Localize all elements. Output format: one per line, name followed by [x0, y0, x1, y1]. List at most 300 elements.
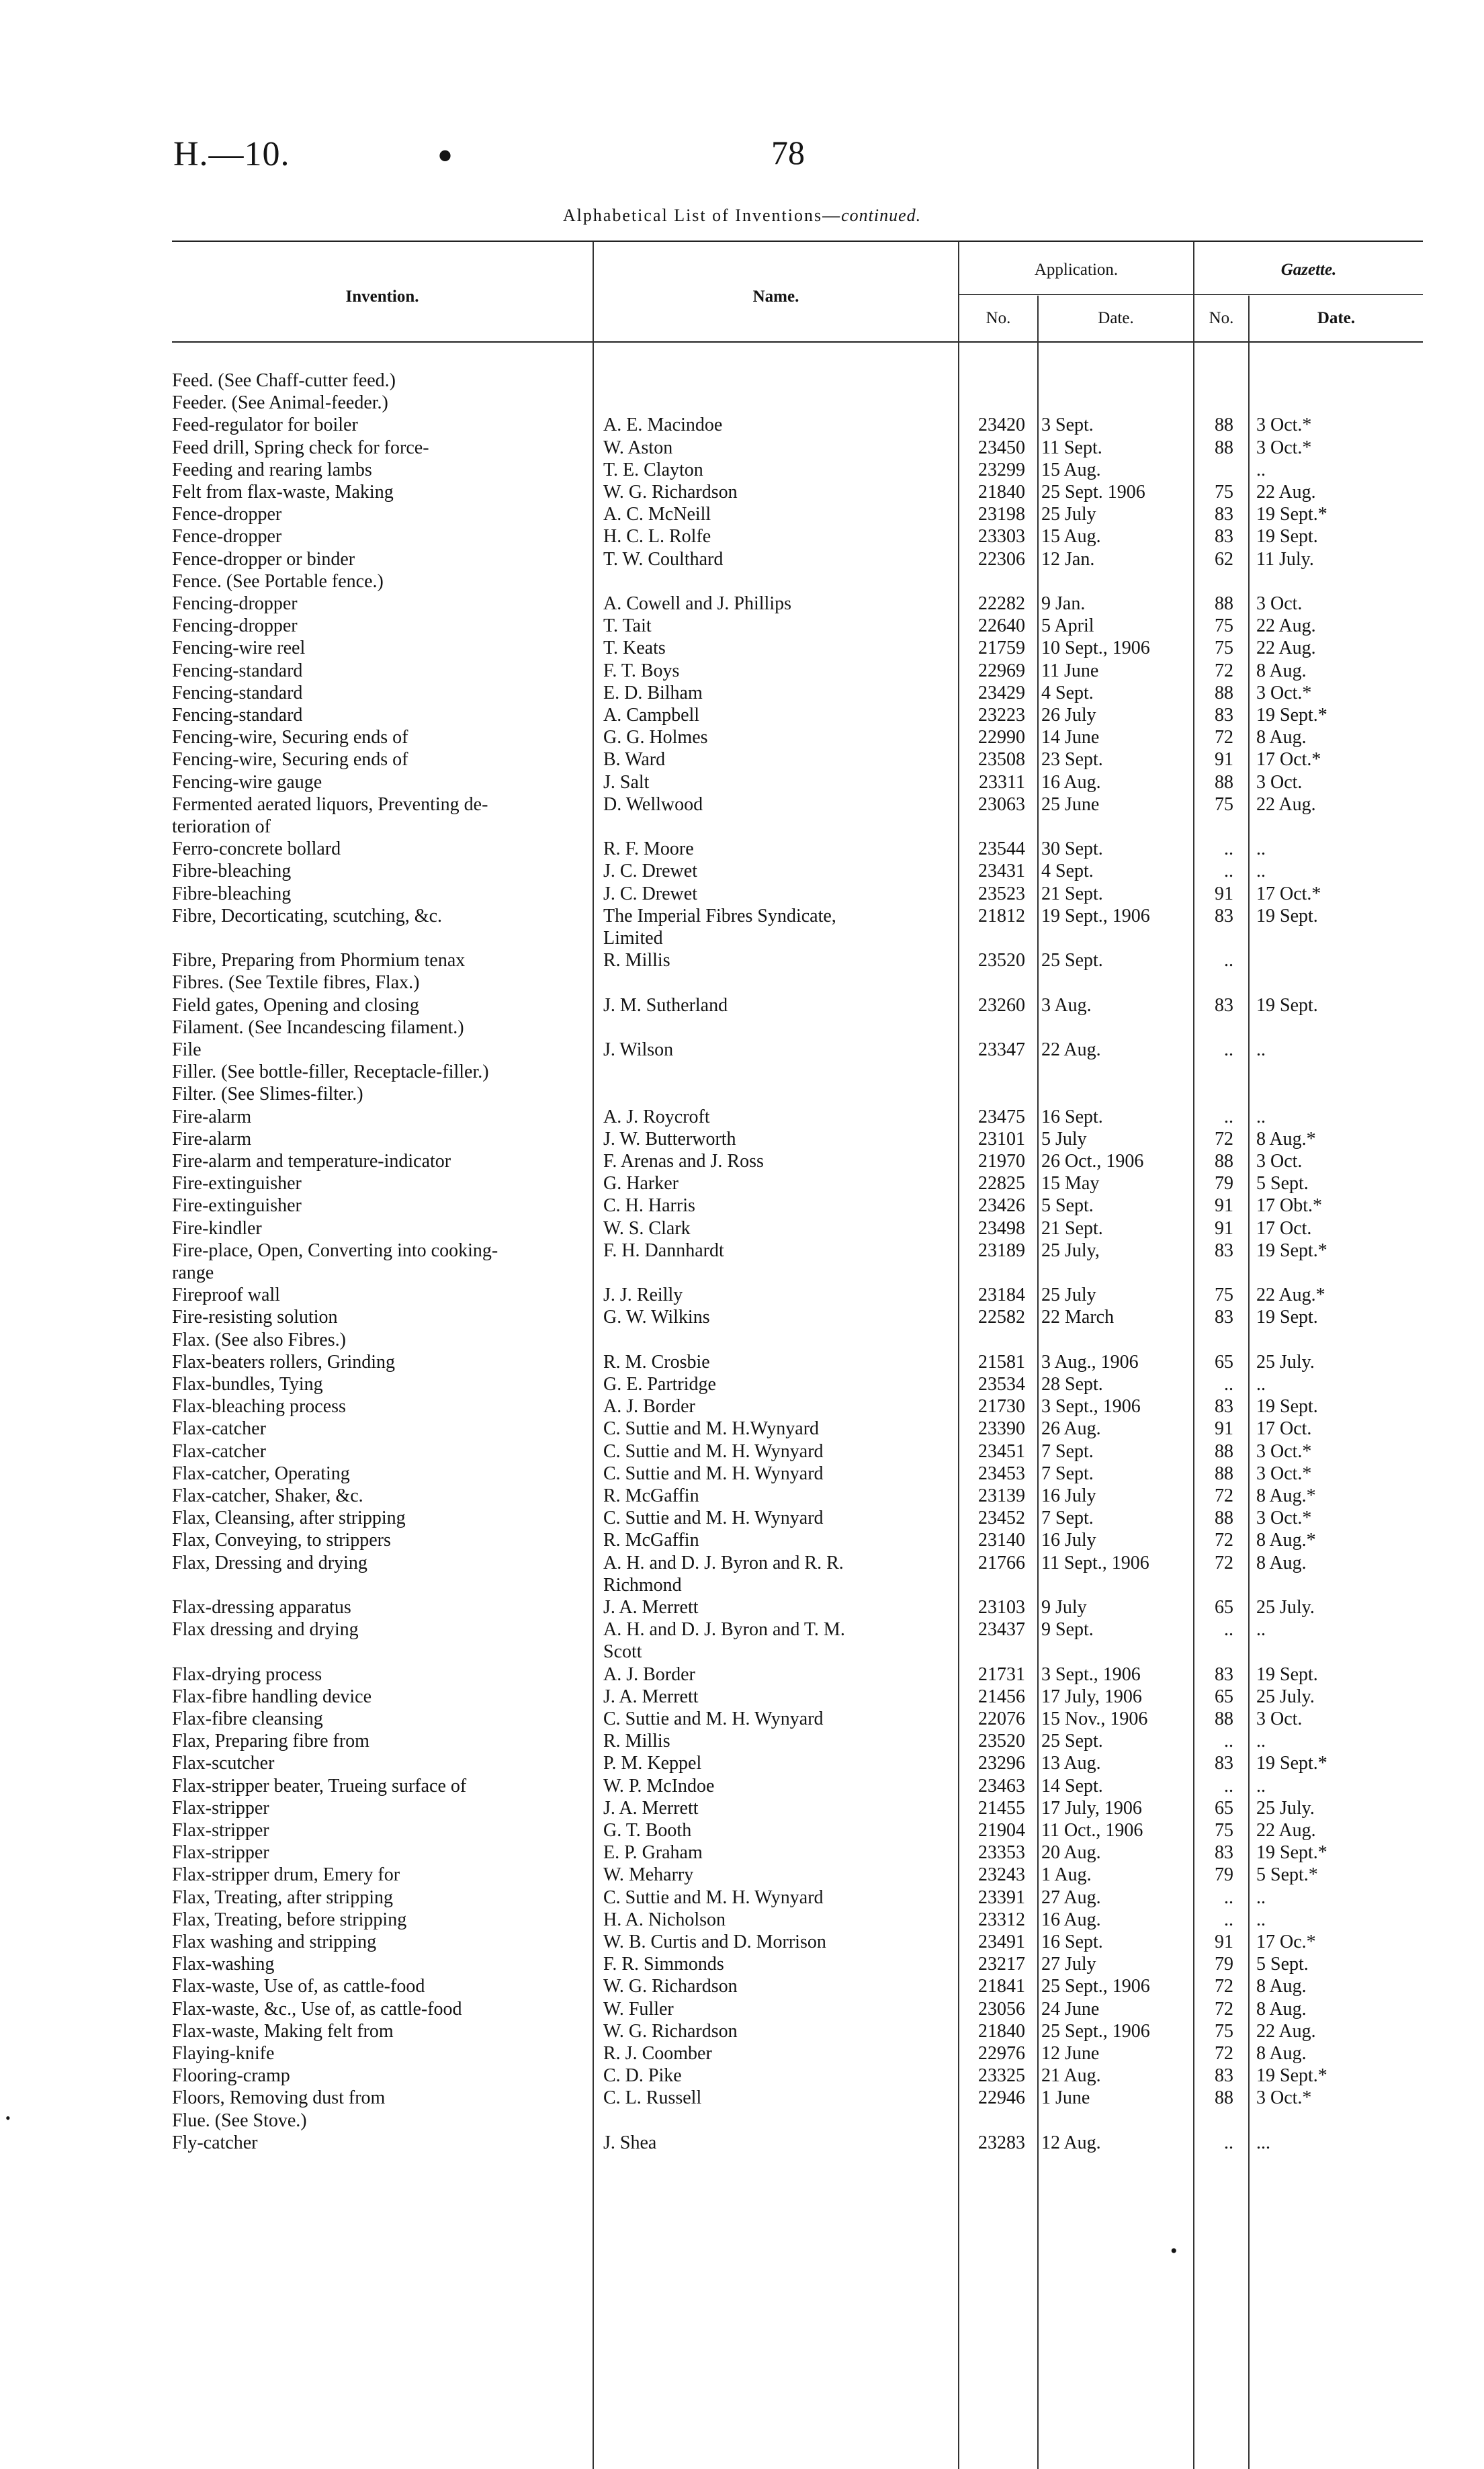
- table-row: [0, 771, 1484, 794]
- name-cell: G. T. Booth: [603, 1820, 692, 1841]
- invention-cell: Flax, Cleansing, after stripping: [172, 1508, 406, 1529]
- gazette-date-cell: 22 Aug.: [1256, 1820, 1316, 1841]
- application-no-cell: 23198: [978, 504, 1025, 525]
- name-cell: G. E. Partridge: [603, 1374, 716, 1395]
- name-cell: J. C. Drewet: [603, 861, 697, 882]
- application-no-cell: 22946: [978, 2087, 1025, 2109]
- invention-cell: Fencing-standard: [172, 682, 303, 703]
- gazette-date-cell: 3 Oct.*: [1256, 1463, 1312, 1484]
- gazette-no-cell: ..: [1224, 1887, 1233, 1908]
- invention-cell: Fence-dropper or binder: [172, 548, 355, 570]
- application-no-cell: 23420: [978, 415, 1025, 436]
- application-no-cell: 21840: [978, 482, 1025, 503]
- header-bottom-rule: [172, 341, 1423, 343]
- gazette-date-cell: ..: [1256, 1887, 1266, 1908]
- name-cell: J. J. Reilly: [603, 1285, 683, 1306]
- application-no-cell: 22976: [978, 2043, 1025, 2064]
- gazette-no-cell: 88: [1215, 415, 1233, 436]
- gazette-no-cell: 91: [1215, 883, 1233, 904]
- invention-cell: Fibre, Preparing from Phormium tenax: [172, 950, 466, 971]
- gazette-no-cell: ..: [1224, 1775, 1233, 1796]
- application-no-cell: 23189: [978, 1240, 1025, 1261]
- table-row: [0, 994, 1484, 1017]
- gazette-no-cell: 79: [1215, 1954, 1233, 1975]
- table-row: [0, 548, 1484, 571]
- table-row: [0, 1507, 1484, 1530]
- name-cell: H. A. Nicholson: [603, 1909, 726, 1930]
- gazette-date-cell: ..: [1256, 1731, 1266, 1752]
- table-row: [0, 1663, 1484, 1686]
- name-cell: C. Suttie and M. H. Wynyard: [603, 1887, 824, 1908]
- gazette-date-cell: 3 Oct.*: [1256, 1440, 1312, 1462]
- table-row: [0, 1016, 1484, 1039]
- invention-cell: Felt from flax-waste, Making: [172, 482, 394, 503]
- invention-cell: Flax-catcher, Shaker, &c.: [172, 1485, 363, 1506]
- application-no-cell: 21731: [978, 1663, 1025, 1685]
- name-cell: B. Ward: [603, 749, 666, 771]
- name-cell: Scott: [603, 1641, 642, 1663]
- application-date-cell: 9 Jan.: [1041, 593, 1086, 614]
- application-no-cell: 22640: [978, 615, 1025, 637]
- gazette-no-cell: 72: [1215, 1128, 1233, 1150]
- application-date-cell: 25 Sept. 1906: [1041, 482, 1145, 503]
- application-date-cell: 21 Aug.: [1041, 2065, 1101, 2087]
- gazette-date-cell: ..: [1256, 1374, 1266, 1395]
- gazette-date-cell: 3 Oct.: [1256, 1708, 1303, 1729]
- table-row: [0, 1128, 1484, 1151]
- gazette-no-cell: 83: [1215, 994, 1233, 1016]
- application-no-cell: 21970: [978, 1151, 1025, 1172]
- table-caption: [0, 206, 1484, 226]
- invention-cell: Fence. (See Portable fence.): [172, 570, 384, 592]
- gazette-no-cell: 88: [1215, 1463, 1233, 1484]
- gazette-date-cell: 19 Sept.: [1256, 994, 1318, 1016]
- application-date-cell: 1 June: [1041, 2087, 1090, 2109]
- invention-cell: Flax-waste, Making felt from: [172, 2020, 394, 2042]
- table-row: [0, 1106, 1484, 1129]
- application-date-cell: 17 July, 1906: [1041, 1797, 1142, 1819]
- col-header-gazette-no: No.: [1209, 309, 1234, 327]
- invention-cell: Flax-stripper drum, Emery for: [172, 1864, 400, 1886]
- application-date-cell: 9 Sept.: [1041, 1619, 1094, 1641]
- application-no-cell: 23056: [978, 1998, 1025, 2020]
- invention-cell: Flax-catcher: [172, 1418, 266, 1440]
- gazette-date-cell: 3 Oct.: [1256, 593, 1303, 614]
- application-no-cell: 23431: [978, 861, 1025, 882]
- table-row: [0, 1596, 1484, 1619]
- invention-cell: Feed-regulator for boiler: [172, 415, 358, 436]
- gazette-date-cell: 22 Aug.*: [1256, 1285, 1325, 1306]
- gazette-no-cell: ..: [1224, 838, 1233, 860]
- invention-cell: Fencing-dropper: [172, 615, 298, 637]
- caption-continued: continued.: [841, 206, 922, 225]
- name-cell: W. G. Richardson: [603, 482, 738, 503]
- application-no-cell: 23534: [978, 1374, 1025, 1395]
- gazette-date-cell: 17 Obt.*: [1256, 1195, 1322, 1217]
- name-cell: W. P. McIndoe: [603, 1775, 715, 1796]
- table-row: [0, 1083, 1484, 1106]
- name-cell: T. Keats: [603, 638, 666, 659]
- table-row: [0, 1752, 1484, 1775]
- application-date-cell: 16 Aug.: [1041, 771, 1101, 793]
- invention-cell: Field gates, Opening and closing: [172, 994, 419, 1016]
- table-row: [0, 1618, 1484, 1641]
- table-row: [0, 1708, 1484, 1731]
- invention-cell: File: [172, 1039, 202, 1060]
- invention-cell: Fencing-standard: [172, 705, 303, 726]
- table-row: [0, 1172, 1484, 1195]
- gazette-date-cell: 3 Oct.*: [1256, 682, 1312, 703]
- name-cell: Richmond: [603, 1574, 682, 1596]
- application-date-cell: 16 Sept.: [1041, 1932, 1103, 1952]
- gazette-no-cell: 72: [1215, 660, 1233, 681]
- application-no-cell: 23311: [979, 771, 1025, 793]
- gazette-date-cell: ..: [1256, 838, 1266, 860]
- application-no-cell: 22969: [978, 660, 1025, 681]
- application-date-cell: 12 Jan.: [1041, 548, 1095, 570]
- gazette-date-cell: 8 Aug.: [1256, 660, 1307, 681]
- application-no-cell: 23101: [978, 1128, 1025, 1150]
- application-date-cell: 15 Aug.: [1041, 526, 1101, 548]
- invention-cell: Filter. (See Slimes-filter.): [172, 1084, 363, 1105]
- application-no-cell: 23140: [978, 1530, 1025, 1551]
- table-row: [0, 1373, 1484, 1396]
- invention-cell: Flax, Treating, before stripping: [172, 1909, 407, 1930]
- application-date-cell: 7 Sept.: [1041, 1440, 1094, 1462]
- table-row: [0, 1819, 1484, 1842]
- table-row: [0, 414, 1484, 437]
- gazette-date-cell: ...: [1256, 2132, 1270, 2153]
- application-date-cell: 17 July, 1906: [1041, 1686, 1142, 1707]
- gazette-date-cell: 8 Aug.: [1256, 1998, 1307, 2020]
- invention-cell: Flax, Dressing and drying: [172, 1552, 367, 1573]
- application-date-cell: 21 Sept.: [1041, 1217, 1103, 1239]
- invention-cell: Feeding and rearing lambs: [172, 459, 372, 480]
- name-cell: A. J. Border: [603, 1396, 695, 1418]
- gazette-no-cell: 79: [1215, 1864, 1233, 1886]
- invention-cell: Filament. (See Incandescing filament.): [172, 1016, 464, 1038]
- invention-cell: Fence-dropper: [172, 526, 282, 548]
- gazette-date-cell: 5 Sept.: [1256, 1954, 1309, 1975]
- invention-cell: Flax-scutcher: [172, 1753, 275, 1774]
- table-row: [0, 481, 1484, 504]
- application-date-cell: 15 Nov., 1906: [1041, 1708, 1148, 1729]
- application-no-cell: 23347: [978, 1039, 1025, 1060]
- gazette-no-cell: 65: [1215, 1797, 1233, 1819]
- application-date-cell: 11 June: [1041, 660, 1099, 681]
- table-row: [0, 660, 1484, 683]
- gazette-no-cell: 88: [1215, 593, 1233, 614]
- report-reference: H.—10.: [173, 135, 290, 173]
- invention-cell: terioration of: [172, 816, 271, 837]
- caption-main: Alphabetical List of Inventions—: [562, 206, 842, 225]
- application-no-cell: 23223: [978, 705, 1025, 726]
- gazette-date-cell: ..: [1256, 1619, 1266, 1641]
- gazette-date-cell: ..: [1256, 459, 1266, 480]
- application-date-cell: 3 Sept., 1906: [1041, 1396, 1141, 1418]
- name-cell: R. McGaffin: [603, 1485, 699, 1506]
- gazette-date-cell: 3 Oct.*: [1256, 415, 1312, 436]
- gazette-date-cell: 22 Aug.: [1256, 793, 1316, 815]
- application-date-cell: 5 July: [1041, 1128, 1087, 1150]
- invention-cell: Flax-stripper beater, Trueing surface of: [172, 1775, 467, 1796]
- name-cell: C. Suttie and M. H. Wynyard: [603, 1440, 824, 1462]
- gazette-date-cell: 8 Aug.: [1256, 727, 1307, 748]
- application-no-cell: 21841: [978, 1976, 1025, 1997]
- gazette-date-cell: 25 July.: [1256, 1686, 1315, 1707]
- invention-cell: Flax, Conveying, to strippers: [172, 1530, 391, 1551]
- gazette-no-cell: 72: [1215, 1998, 1233, 2020]
- application-date-cell: 11 Sept.: [1041, 437, 1102, 458]
- invention-cell: Flax-catcher: [172, 1440, 266, 1462]
- name-cell: H. C. L. Rolfe: [603, 526, 711, 548]
- application-no-cell: 21766: [978, 1552, 1025, 1573]
- table-row: [0, 905, 1484, 928]
- invention-cell: Fire-resisting solution: [172, 1307, 338, 1328]
- name-cell: R. J. Coomber: [603, 2043, 712, 2064]
- gazette-no-cell: 75: [1215, 793, 1233, 815]
- gazette-no-cell: 83: [1215, 905, 1233, 926]
- name-cell: P. M. Keppel: [603, 1753, 702, 1774]
- col-header-invention: Invention.: [345, 288, 419, 306]
- invention-cell: Flax-catcher, Operating: [172, 1463, 350, 1484]
- application-no-cell: 23520: [978, 1731, 1025, 1752]
- table-row: [0, 1061, 1484, 1084]
- invention-cell: Flax-drying process: [172, 1663, 322, 1685]
- table-row: [0, 860, 1484, 883]
- invention-cell: Fencing-wire, Securing ends of: [172, 727, 408, 748]
- table-row: [0, 2132, 1484, 2155]
- application-no-cell: 23243: [978, 1864, 1025, 1886]
- application-date-cell: 11 Oct., 1906: [1041, 1820, 1143, 1841]
- application-no-cell: 22825: [978, 1173, 1025, 1195]
- application-date-cell: 27 July: [1041, 1954, 1096, 1975]
- invention-cell: Floors, Removing dust from: [172, 2087, 386, 2109]
- gazette-date-cell: 19 Sept.*: [1256, 1753, 1327, 1774]
- gazette-no-cell: 75: [1215, 1820, 1233, 1841]
- gazette-date-cell: 8 Aug.*: [1256, 1530, 1316, 1551]
- name-cell: C. Suttie and M. H. Wynyard: [603, 1708, 824, 1729]
- invention-cell: Fibre, Decorticating, scutching, &c.: [172, 905, 442, 926]
- gazette-date-cell: 3 Oct.*: [1256, 1508, 1312, 1529]
- name-cell: A. H. and D. J. Byron and R. R.: [603, 1552, 844, 1573]
- gazette-no-cell: 91: [1215, 1932, 1233, 1952]
- table-row: [0, 2110, 1484, 2132]
- application-date-cell: 26 July: [1041, 705, 1096, 726]
- application-no-cell: 21812: [978, 905, 1025, 926]
- application-date-cell: 25 Sept., 1906: [1041, 2020, 1150, 2042]
- invention-cell: range: [172, 1262, 214, 1283]
- name-cell: R. Millis: [603, 1731, 670, 1752]
- gazette-date-cell: 8 Aug.: [1256, 1976, 1307, 1997]
- application-no-cell: 23312: [978, 1909, 1025, 1930]
- name-cell: J. Salt: [603, 771, 650, 793]
- invention-cell: Flax. (See also Fibres.): [172, 1329, 346, 1350]
- invention-cell: Flax-bundles, Tying: [172, 1374, 323, 1395]
- gazette-date-cell: 17 Oct.: [1256, 1418, 1312, 1440]
- table-row: [0, 2020, 1484, 2043]
- invention-cell: Ferro-concrete bollard: [172, 838, 341, 860]
- gazette-date-cell: ..: [1256, 1775, 1266, 1796]
- gazette-no-cell: 88: [1215, 1151, 1233, 1172]
- gazette-date-cell: 3 Oct.: [1256, 1151, 1303, 1172]
- gazette-no-cell: 72: [1215, 1530, 1233, 1551]
- application-no-cell: 23139: [978, 1485, 1025, 1506]
- table-row: [0, 1351, 1484, 1374]
- application-no-cell: 22990: [978, 727, 1025, 748]
- gazette-no-cell: 75: [1215, 1285, 1233, 1306]
- name-cell: A. E. Macindoe: [603, 415, 723, 436]
- gazette-no-cell: 83: [1215, 1842, 1233, 1864]
- application-no-cell: 23391: [978, 1887, 1025, 1908]
- application-date-cell: 25 July: [1041, 504, 1096, 525]
- gazette-date-cell: 19 Sept.*: [1256, 1240, 1327, 1261]
- invention-cell: Fire-alarm: [172, 1128, 252, 1150]
- application-no-cell: 23429: [978, 682, 1025, 703]
- name-cell: G. Harker: [603, 1173, 679, 1195]
- gazette-no-cell: 72: [1215, 727, 1233, 748]
- application-date-cell: 26 Oct., 1906: [1041, 1151, 1144, 1172]
- application-date-cell: 3 Aug.: [1041, 994, 1092, 1016]
- invention-cell: Feed drill, Spring check for force-: [172, 437, 429, 458]
- application-no-cell: 23544: [978, 838, 1025, 860]
- gazette-no-cell: 65: [1215, 1597, 1233, 1618]
- name-cell: C. Suttie and M. H. Wynyard: [603, 1508, 824, 1529]
- name-cell: C. Suttie and M. H.Wynyard: [603, 1418, 820, 1440]
- gazette-date-cell: 8 Aug.*: [1256, 1128, 1316, 1150]
- application-no-cell: 23491: [978, 1932, 1025, 1952]
- application-no-cell: 23498: [978, 1217, 1025, 1239]
- gazette-date-cell: 8 Aug.*: [1256, 1485, 1316, 1506]
- application-date-cell: 12 June: [1041, 2043, 1100, 2064]
- gazette-no-cell: 88: [1215, 682, 1233, 703]
- application-date-cell: 23 Sept.: [1041, 749, 1103, 771]
- gazette-no-cell: ..: [1224, 1039, 1233, 1060]
- invention-cell: Fermented aerated liquors, Preventing de-: [172, 793, 488, 815]
- table-row: [0, 1150, 1484, 1173]
- invention-cell: Fire-place, Open, Converting into cooking-: [172, 1240, 498, 1261]
- margin-mark: •: [5, 2110, 11, 2126]
- name-cell: D. Wellwood: [603, 793, 703, 815]
- name-cell: J. A. Merrett: [603, 1686, 699, 1707]
- table-row: [0, 1329, 1484, 1352]
- gazette-date-cell: ..: [1256, 1039, 1266, 1060]
- table-row: [0, 1975, 1484, 1998]
- gazette-date-cell: 19 Sept.*: [1256, 504, 1327, 525]
- application-date-cell: 26 Aug.: [1041, 1418, 1101, 1440]
- gazette-date-cell: 8 Aug.: [1256, 2043, 1307, 2064]
- page-number: 78: [771, 134, 805, 171]
- application-no-cell: 23508: [978, 749, 1025, 771]
- application-date-cell: 16 Aug.: [1041, 1909, 1101, 1930]
- invention-cell: Flue. (See Stove.): [172, 2110, 307, 2131]
- name-cell: E. D. Bilham: [603, 682, 703, 703]
- name-cell: W. Fuller: [603, 1998, 674, 2020]
- table-row: [0, 883, 1484, 906]
- name-cell: F. Arenas and J. Ross: [603, 1151, 764, 1172]
- gazette-no-cell: ..: [1224, 1731, 1233, 1752]
- invention-cell: Flax-stripper: [172, 1820, 269, 1841]
- application-no-cell: 23296: [978, 1753, 1025, 1774]
- application-no-cell: 22306: [978, 548, 1025, 570]
- name-cell: F. T. Boys: [603, 660, 680, 681]
- table-row: [0, 1909, 1484, 1932]
- gazette-no-cell: 72: [1215, 1976, 1233, 1997]
- application-no-cell: 22076: [978, 1708, 1025, 1729]
- gazette-no-cell: 65: [1215, 1351, 1233, 1373]
- name-cell: A. Campbell: [603, 705, 700, 726]
- name-cell: R. M. Crosbie: [603, 1351, 710, 1373]
- gazette-no-cell: 88: [1215, 1508, 1233, 1529]
- gazette-no-cell: ..: [1224, 950, 1233, 971]
- gazette-no-cell: 83: [1215, 1753, 1233, 1774]
- gazette-date-cell: 19 Sept.*: [1256, 1842, 1327, 1864]
- invention-cell: Fibres. (See Textile fibres, Flax.): [172, 972, 420, 994]
- table-row: [0, 1418, 1484, 1440]
- invention-cell: Fencing-wire reel: [172, 638, 306, 659]
- application-date-cell: 9 July: [1041, 1597, 1087, 1618]
- table-row: [0, 1730, 1484, 1753]
- gazette-no-cell: 88: [1215, 771, 1233, 793]
- name-cell: R. McGaffin: [603, 1530, 699, 1551]
- gazette-date-cell: 17 Oct.*: [1256, 883, 1321, 904]
- gazette-no-cell: 83: [1215, 2065, 1233, 2087]
- invention-cell: Flax, Treating, after stripping: [172, 1887, 393, 1908]
- application-no-cell: 23303: [978, 526, 1025, 548]
- gazette-date-cell: 8 Aug.: [1256, 1552, 1307, 1573]
- gazette-date-cell: 19 Sept.: [1256, 1307, 1318, 1328]
- gazette-date-cell: 19 Sept.: [1256, 1663, 1318, 1685]
- invention-cell: Flax-washing: [172, 1954, 275, 1975]
- name-cell: J. Wilson: [603, 1039, 674, 1060]
- gazette-no-cell: ..: [1224, 1374, 1233, 1395]
- table-row: [0, 2065, 1484, 2087]
- col-header-app-no: No.: [986, 309, 1011, 327]
- invention-cell: Flax-stripper: [172, 1797, 269, 1819]
- gazette-date-cell: 25 July.: [1256, 1797, 1315, 1819]
- gazette-no-cell: 75: [1215, 638, 1233, 659]
- table-row: [0, 525, 1484, 548]
- table-row: [0, 949, 1484, 972]
- table-row: [0, 1195, 1484, 1217]
- table-row: [0, 1440, 1484, 1463]
- table-row: [0, 2042, 1484, 2065]
- name-cell: W. S. Clark: [603, 1217, 691, 1239]
- table-row: [0, 1552, 1484, 1575]
- invention-cell: Fence-dropper: [172, 504, 282, 525]
- gazette-date-cell: 25 July.: [1256, 1351, 1315, 1373]
- col-header-gazette: Gazette.: [1280, 261, 1337, 279]
- table-row: [0, 437, 1484, 460]
- name-cell: W. G. Richardson: [603, 2020, 738, 2042]
- invention-cell: Fire-kindler: [172, 1217, 262, 1239]
- application-date-cell: 4 Sept.: [1041, 861, 1094, 882]
- table-row: [0, 459, 1484, 482]
- gazette-no-cell: 83: [1215, 1307, 1233, 1328]
- gazette-date-cell: 25 July.: [1256, 1597, 1315, 1618]
- application-no-cell: 23453: [978, 1463, 1025, 1484]
- application-no-cell: 23450: [978, 437, 1025, 458]
- application-no-cell: 23426: [978, 1195, 1025, 1217]
- name-cell: A. J. Border: [603, 1663, 695, 1685]
- gazette-date-cell: 11 July.: [1256, 548, 1314, 570]
- gazette-no-cell: 83: [1215, 1240, 1233, 1261]
- gazette-date-cell: 3 Oct.*: [1256, 437, 1312, 458]
- table-row: [0, 1240, 1484, 1262]
- application-no-cell: 23260: [978, 994, 1025, 1016]
- application-date-cell: 14 Sept.: [1041, 1775, 1103, 1796]
- name-cell: C. Suttie and M. H. Wynyard: [603, 1463, 824, 1484]
